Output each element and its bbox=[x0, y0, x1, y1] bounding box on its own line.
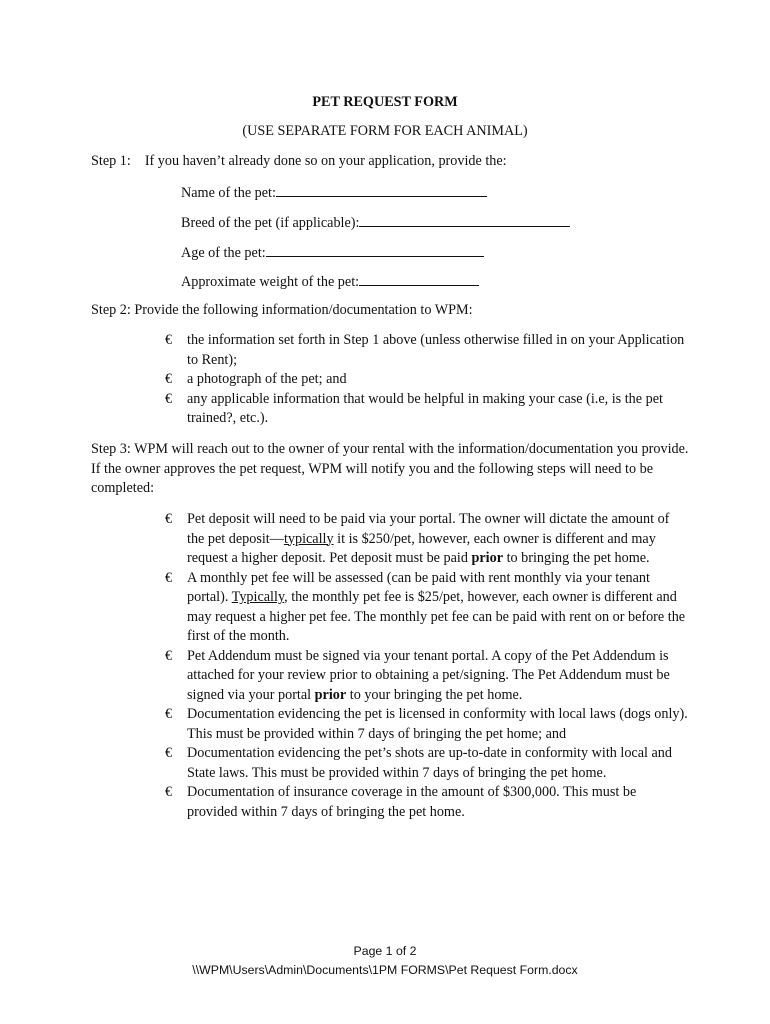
bullet-icon: € bbox=[165, 332, 173, 348]
list-item bbox=[165, 569, 690, 647]
page-number: Page 1 of 2 bbox=[353, 944, 417, 958]
bold-text: prior bbox=[314, 686, 347, 703]
underlined-text: typically bbox=[283, 530, 334, 547]
list-item bbox=[165, 783, 690, 822]
bold-text: prior bbox=[471, 550, 504, 566]
item-text: Documentation evidencing the pet is licensed in conformity with local laws (dogs only). This must be provided within 7 days of bringing the pet home; and bbox=[187, 706, 688, 742]
pet-breed-blank[interactable] bbox=[359, 212, 570, 227]
form-subtitle: (USE SEPARATE FORM FOR EACH ANIMAL) bbox=[242, 123, 528, 139]
step1-line bbox=[91, 152, 507, 172]
list-item bbox=[165, 705, 690, 744]
pet-breed-label: Breed of the pet (if applicable): bbox=[181, 215, 360, 231]
text-run: A monthly pet fee will be assessed (can be paid with rent monthly via your tenant portal). bbox=[187, 569, 650, 605]
bullet-icon: € bbox=[165, 706, 173, 722]
list-item bbox=[165, 647, 690, 706]
list-item bbox=[165, 390, 690, 429]
step2-list bbox=[165, 331, 690, 429]
pet-age-blank[interactable] bbox=[266, 242, 484, 257]
text-run: Pet deposit will need to be paid via your portal. The owner will dictate the amount of the pet deposit— bbox=[187, 511, 670, 547]
text-run: , the monthly pet fee is $25/pet, however, each owner is different and may request a higher pet fee. The monthly pet fee can be paid with rent on or before the first of the month. bbox=[187, 589, 686, 644]
form-title: PET REQUEST FORM bbox=[312, 94, 458, 110]
bullet-icon: € bbox=[165, 390, 173, 407]
pet-name-field[interactable] bbox=[181, 182, 487, 204]
pet-name-blank[interactable] bbox=[276, 182, 487, 197]
bullet-icon: € bbox=[165, 745, 173, 761]
pet-breed-field[interactable] bbox=[181, 212, 570, 234]
item-text: Documentation of insurance coverage in the amount of $300,000. This must be provided within 7 days of bringing the pet home. bbox=[187, 784, 637, 820]
bullet-icon: € bbox=[165, 784, 173, 800]
bullet-icon: € bbox=[165, 511, 173, 527]
list-item bbox=[165, 331, 690, 370]
step3-text: Step 3: WPM will reach out to the owner of your rental with the information/documentation you provide. If the owner approves the pet request, WPM will notify you and the following steps will need to be completed: bbox=[91, 441, 689, 496]
item-text: Documentation evidencing the pet’s shots are up-to-date in conformity with local and State laws. This must be provided within 7 days of bringing the pet home. bbox=[187, 745, 672, 781]
pet-weight-blank[interactable] bbox=[359, 271, 479, 286]
text-run: it is $250/pet, however, each owner is different and may request a higher deposit. Pet deposit must be paid bbox=[187, 530, 656, 566]
list-item bbox=[165, 510, 690, 569]
step2-item-text: the information set forth in Step 1 above (unless otherwise filled in on your Application to Rent); bbox=[187, 332, 685, 368]
bullet-icon: € bbox=[165, 569, 173, 586]
step3-list bbox=[165, 510, 690, 822]
item-text bbox=[187, 648, 670, 703]
underlined-text: Typically bbox=[231, 589, 285, 605]
step2-item-text: a photograph of the pet; and bbox=[187, 371, 347, 387]
step1-text: If you haven’t already done so on your application, provide the: bbox=[144, 153, 507, 169]
step2-text: Step 2: Provide the following information/documentation to WPM: bbox=[91, 302, 473, 318]
text-run: to bringing the pet home. bbox=[503, 550, 650, 566]
bullet-icon: € bbox=[165, 647, 173, 664]
pet-name-label: Name of the pet: bbox=[181, 185, 276, 201]
pet-age-label: Age of the pet: bbox=[181, 245, 266, 261]
text-run: Pet Addendum must be signed via your tenant portal. A copy of the Pet Addendum is attached for your review prior to obtaining a pet/signing. The Pet Addendum must be signed via your portal bbox=[187, 647, 670, 703]
list-item bbox=[165, 744, 690, 783]
list-item bbox=[165, 370, 690, 390]
item-text bbox=[187, 511, 669, 566]
pet-weight-field[interactable] bbox=[181, 271, 479, 293]
pet-weight-label: Approximate weight of the pet: bbox=[181, 274, 360, 290]
text-run: to your bringing the pet home. bbox=[346, 686, 523, 703]
item-text bbox=[187, 570, 685, 645]
bullet-icon: € bbox=[165, 371, 173, 387]
pet-age-field[interactable] bbox=[181, 242, 484, 264]
file-path: \\WPM\Users\Admin\Documents\1PM FORMS\Pet Request Form.docx bbox=[192, 963, 578, 977]
step1-label: Step 1: bbox=[91, 153, 131, 169]
step2-item-text: any applicable information that would be helpful in making your case (i.e, is the pet trained?, etc.). bbox=[187, 390, 663, 426]
